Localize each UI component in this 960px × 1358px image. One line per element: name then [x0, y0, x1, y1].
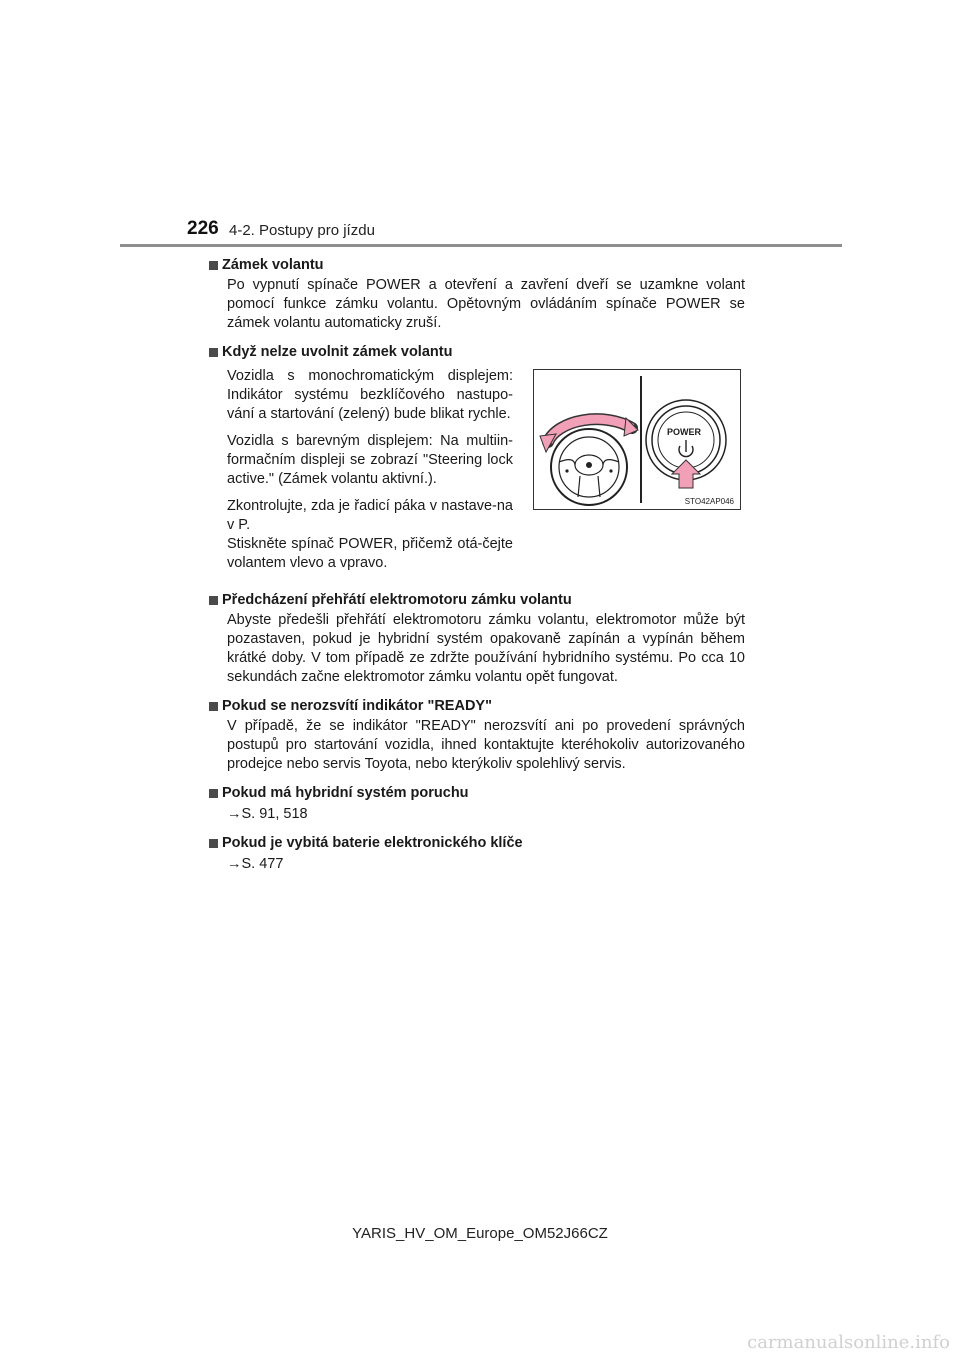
section-hybrid-malfunction [209, 784, 745, 824]
steering-power-figure [533, 369, 741, 510]
figure-caption: STO42AP046 [684, 497, 734, 506]
page-reference-link[interactable]: →S. 91, 518 [227, 806, 308, 822]
paragraph-press-power: Stiskněte spínač POWER, přičemž otá-čejte volantem vlevo a vpravo. [227, 536, 513, 571]
section-key-battery [209, 834, 745, 874]
main-content [209, 256, 745, 884]
section-ready-indicator [209, 697, 745, 774]
page-reference-link[interactable]: →S. 477 [227, 856, 284, 872]
instruction-text [227, 367, 513, 581]
section-heading: Pokud se nerozsvítí indikátor "READY" [209, 697, 745, 715]
square-bullet-icon [209, 789, 218, 798]
square-bullet-icon [209, 261, 218, 270]
square-bullet-icon [209, 596, 218, 605]
paragraph-monochrome: Vozidla s monochromatickým displejem: Indikátor systému bezklíčového nastupo-vání a startování (zelený) bude blikat rychle. [227, 368, 513, 422]
watermark: carmanualsonline.info [747, 1332, 950, 1353]
paragraph-check-shift: Zkontrolujte, zda je řadicí páka v nastave-na v P. [227, 498, 513, 533]
section-heading: Zámek volantu [209, 256, 745, 274]
paragraph-color-display: Vozidla s barevným displejem: Na multiin-formačním displeji se zobrazí "Steering lock active." (Zámek volantu aktivní.). [227, 433, 513, 487]
square-bullet-icon [209, 839, 218, 848]
section-body: Po vypnutí spínače POWER a otevření a zavření dveří se uzamkne volant pomocí funkce zámku volantu. Opětovným ovládáním spínače POWER se zámek volantu automaticky zruší. [227, 277, 745, 331]
power-button-label: POWER [667, 427, 702, 437]
section-title: 4-2. Postupy pro jízdu [229, 222, 375, 239]
section-body: Abyste předešli přehřátí elektromotoru zámku volantu, elektromotor může být pozastaven, pokud je hybridní systém opakovaně zapínán a vypínán během krátké doby. V tom případě ze zdržte používání hybridního systému. Po cca 10 sekundách začne elektromotor zámku volantu opět fungovat. [227, 612, 745, 685]
header-rule [120, 244, 842, 247]
section-heading: Pokud má hybridní systém poruchu [209, 784, 745, 802]
section-motor-overheat [209, 591, 745, 687]
section-heading: Pokud je vybitá baterie elektronického klíče [209, 834, 745, 852]
section-cannot-release [209, 343, 745, 581]
section-steering-lock [209, 256, 745, 333]
square-bullet-icon [209, 348, 218, 357]
section-heading: Když nelze uvolnit zámek volantu [209, 343, 745, 361]
section-heading: Předcházení přehřátí elektromotoru zámku volantu [209, 591, 745, 609]
steering-wheel-illustration [534, 370, 740, 509]
document-id-footer: YARIS_HV_OM_Europe_OM52J66CZ [352, 1225, 608, 1242]
square-bullet-icon [209, 702, 218, 711]
page-number: 226 [187, 218, 219, 239]
section-body: V případě, že se indikátor "READY" nerozsvítí ani po provedení správných postupů pro startování vozidla, ihned kontaktujte kteréhokoliv autorizovaného prodejce nebo servis Toyota, nebo kterýkoliv spolehlivý servis. [227, 718, 745, 772]
